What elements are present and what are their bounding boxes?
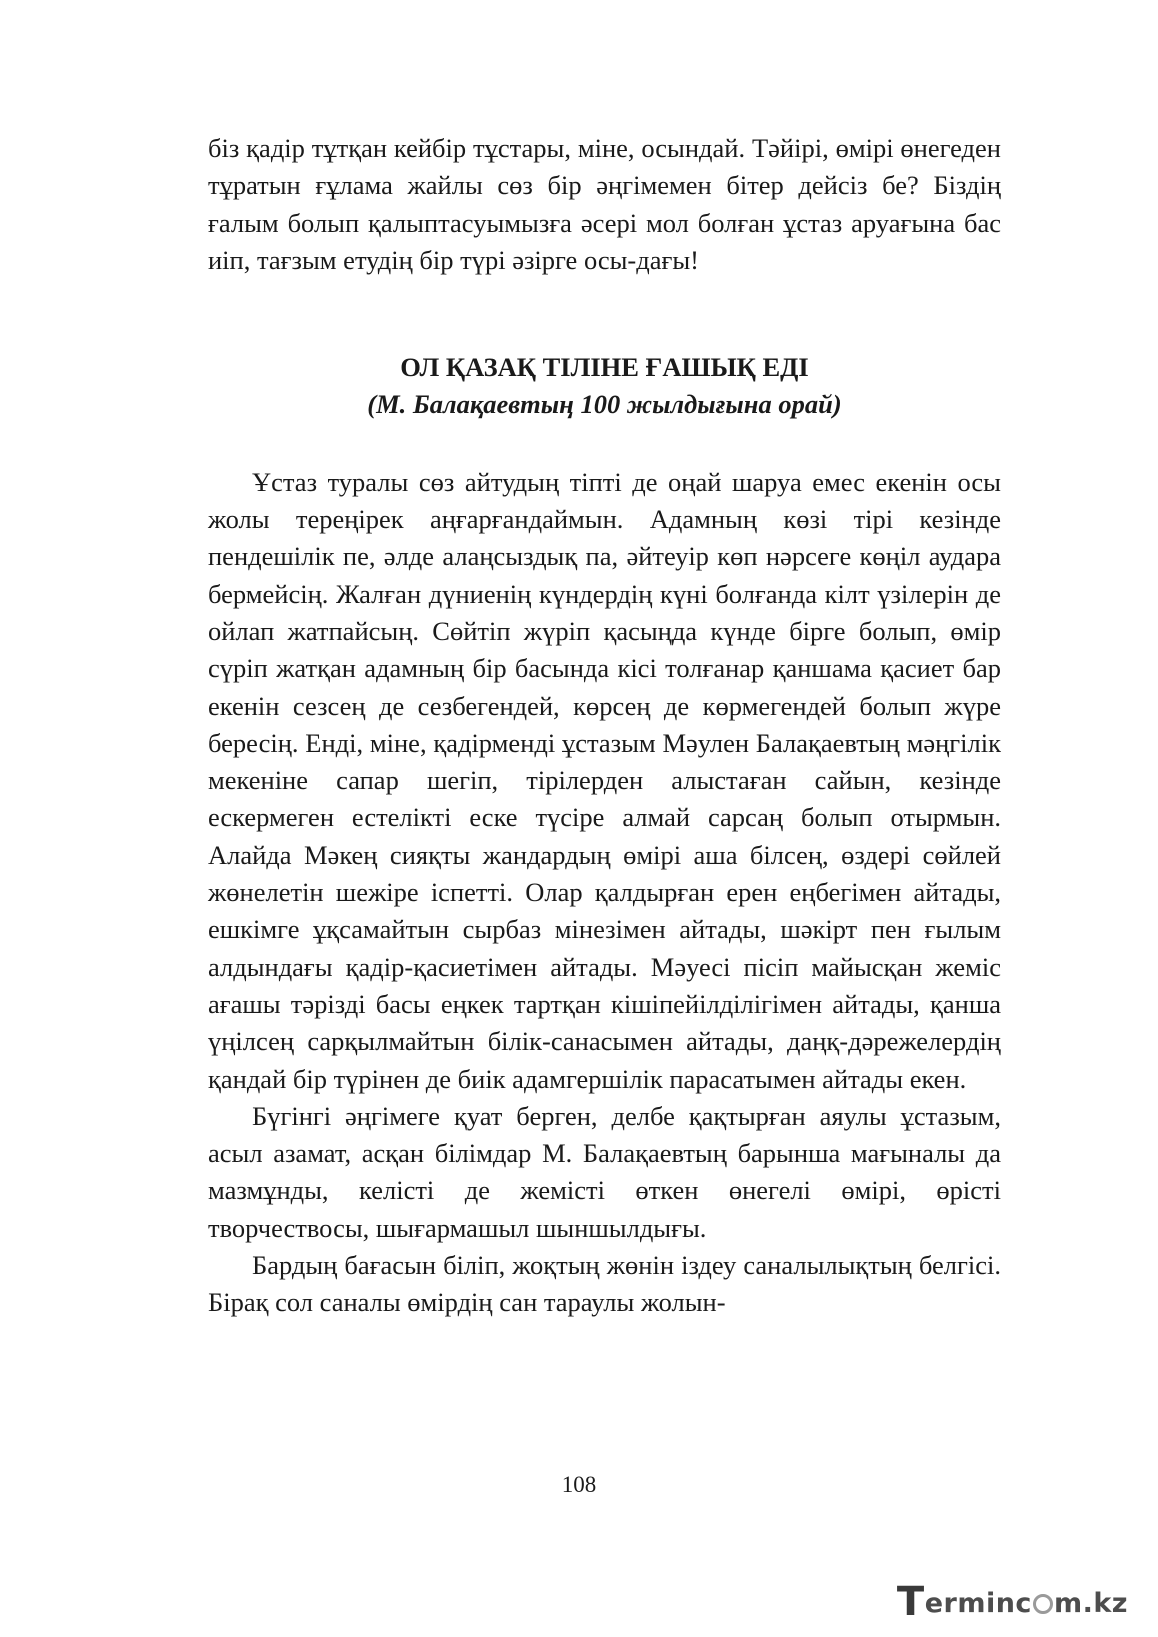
section-subtitle: (М. Балақаевтың 100 жылдығына орай) bbox=[367, 389, 842, 420]
watermark-t-letter: T bbox=[896, 1579, 925, 1625]
body-paragraph-3: Бардың бағасын біліп, жоқтың жөнін іздеу саналылықтың белгісі. Бірақ сол саналы өмірдің сан тараулы жолын- bbox=[208, 1250, 1001, 1318]
page-number: 108 bbox=[561, 1472, 597, 1497]
page-content bbox=[208, 130, 1001, 1322]
termincom-watermark bbox=[896, 1579, 1128, 1625]
watermark-end-text: m.kz bbox=[1053, 1588, 1128, 1619]
intro-paragraph: біз қадір тұтқан кейбір тұстары, міне, осындай. Тәйірі, өмірі өнегеден тұратын ғұлама жайлы сөз бір әңгімемен бітер дейсіз бе? Біздің ғалым болып қалыптасуымызға әсері мол болған ұстаз аруағына бас иіп, тағзым етудің бір түрі әзірге осы-дағы! bbox=[208, 133, 1001, 275]
body-paragraph-2: Бүгінгі әңгімеге қуат берген, делбе қақтырған аяулы ұстазым, асыл азамат, асқан білімдар М. Балақаевтың барынша мағыналы да мазмұнды, келісті де жемісті өткен өнегелі өмірі, өрісті творчествосы, шығармашыл шыншылдығы. bbox=[208, 1100, 1001, 1243]
watermark-ring-icon bbox=[1033, 1594, 1053, 1614]
watermark-middle-text: erminc bbox=[924, 1588, 1032, 1619]
section-title: ОЛ ҚАЗАҚ ТІЛІНЕ ҒАШЫҚ ЕДІ bbox=[400, 352, 809, 383]
body-paragraph-1: Ұстаз туралы сөз айтудың тіпті де оңай шаруа емес екенін осы жолы тереңірек аңғарғандаймын. Адамның көзі тірі кезінде пендешілік пе, әлде алаңсыздық па, әйтеуір көп нәрсеге көңіл аудара бермейсің. Жалған дүниенің күндердің күні болғанда кілт үзілерін де ойлап жатпайсың. Сөйтіп жүріп қасыңда күнде бірге болып, өмір сүріп жатқан адамның бір басында кісі толғанар қаншама қасиет бар екенін сезсең де сезбегендей, көрсең де көрмегендей болып жүре бересің. Енді, міне, қадірменді ұстазым Мәулен Балақаевтың мәңгілік мекеніне сапар шегіп, тірілерден алыстаған сайын, кезінде ескермеген естелікті еске түсіре алмай сарсаң болып отырмын. Алайда Мәкең сияқты жандардың өмірі аша білсең, өздері сөйлей жөнелетін шежіре іспетті. Олар қалдырған ерен еңбегімен айтады, ешкімге ұқсамайтын сырбаз мінезімен айтады, шәкірт пен ғылым алдындағы қадір-қасиетімен айтады. Мәуесі пісіп майысқан жеміс ағашы тәрізді басы еңкек тартқан кішіпейілділігімен айтады, қанша үңілсең сарқылмайтын білік-санасымен айтады, даңқ-дәрежелердің қандай бір түрінен де биік адамгершілік парасатымен айтады екен. bbox=[208, 466, 1001, 1094]
